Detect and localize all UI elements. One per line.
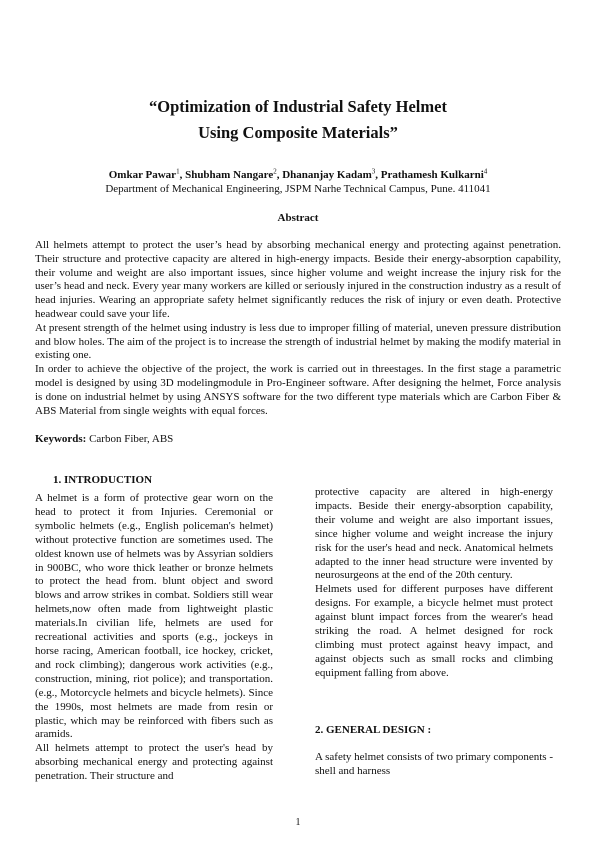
keywords-label: Keywords: (35, 433, 87, 445)
paper-title-line-1: “Optimization of Industrial Safety Helmet (149, 97, 447, 116)
abstract-paragraph: At present strength of the helmet using industry is less due to improper filling of material, uneven pressure distribution and blow holes. The aim of the project is to increase the strength of industrial helmet by making the modify material in existing one. (35, 321, 561, 362)
page-number: 1 (295, 817, 301, 828)
right-column (315, 486, 553, 681)
abstract-paragraph: All helmets attempt to protect the user’s head by absorbing mechanical energy and protecting against penetration. Their structure and protective capacity are altered in high-energy impacts. Beside their energy-absorption capability, their volume and weight are also important issues, since higher volume and weight increase the injury risk for the user’s head and neck. Every year many workers are killed or seriously injured in the construction industry as a result of head injuries. Wearing an appropriate safety helmet significantly reduces the risk of injury or even death. Protective headwear could save your life. (35, 239, 561, 320)
body-paragraph: All helmets attempt to protect the user's head by absorbing mechanical energy and protecting against penetration. Their structure and (35, 742, 273, 783)
author-affiliation-mark: 3 (371, 167, 376, 176)
section-2-heading: 2. GENERAL DESIGN : (315, 724, 432, 736)
author-affiliation-mark: 1 (176, 167, 180, 176)
author-name: Dhananjay Kadam (282, 169, 372, 181)
author-affiliation-mark: 4 (483, 167, 488, 176)
paper-title-line-2: Using Composite Materials” (198, 123, 398, 142)
section-2-paragraph: A safety helmet consists of two primary components - shell and harness (315, 751, 553, 777)
body-paragraph: protective capacity are altered in high-energy impacts. Beside their energy-absorption capability, their volume and weight are also important issues, since higher volume and weight increase the injury risk for the user's head and neck. Anatomical helmets adapted to the inner head structure were invented by neurosurgeons at the end of the 20th century. (315, 486, 553, 582)
author-separator: , (375, 169, 381, 181)
author-name: Omkar Pawar (108, 169, 177, 181)
abstract-heading: Abstract (277, 212, 319, 224)
affiliation: Department of Mechanical Engineering, JSPM Narhe Technical Campus, Pune. 411041 (105, 183, 491, 195)
abstract-body (35, 239, 561, 418)
left-column (35, 492, 273, 784)
author-separator: , (179, 169, 186, 181)
body-paragraph: A helmet is a form of protective gear worn on the head to protect it from Injuries. Ceremonial or symbolic helmets (e.g., English policeman's helmet) without protective function are sometimes used. The oldest known use of helmets was by Assyrian soldiers in 900BC, who wore thick leather or bronze helmets to protect the head from. blunt object and sword blows and arrow strikes in combat. Soldiers still wear helmets,now often made from lightweight plastic materials.In civilian life, helmets are used for recreational activities and sports (e.g., jockeys in horse racing, American football, ice hockey, cricket, and rock climbing); dangerous work activities (e.g., construction, mining, riot police); and transportation. (e.g., Motorcycle helmets and bicycle helmets). Since the 1990s, most helmets are made from resin or plastic, which may be reinforced with fibers such as aramids. (35, 492, 273, 741)
abstract-paragraph: In order to achieve the objective of the project, the work is carried out in threestages. In the first stage a parametric model is designed by using 3D modelingmodule in Pro-Engineer software. After designing the helmet, Force analysis is done on industrial helmet by using ANSYS software for the two different type materials which are Carbon Fiber & ABS Material from single weights with equal forces. (35, 363, 561, 417)
section-1-heading: 1. INTRODUCTION (53, 474, 153, 486)
author-affiliation-mark: 2 (273, 167, 277, 176)
body-paragraph: Helmets used for different purposes have different designs. For example, a bicycle helmet must protect against blunt impact forces from the wearer's head striking the road. A helmet designed for rock climbing must protect against heavy impact, and against objects such as small rocks and climbing equipment falling from above. (315, 583, 553, 679)
author-name: Prathamesh Kulkarni (380, 169, 484, 181)
author-separator: , (276, 169, 283, 181)
keywords (35, 433, 173, 445)
author-name: Shubham Nangare (185, 169, 274, 181)
author-list (0, 169, 596, 181)
keywords-value: Carbon Fiber, ABS (86, 433, 174, 445)
